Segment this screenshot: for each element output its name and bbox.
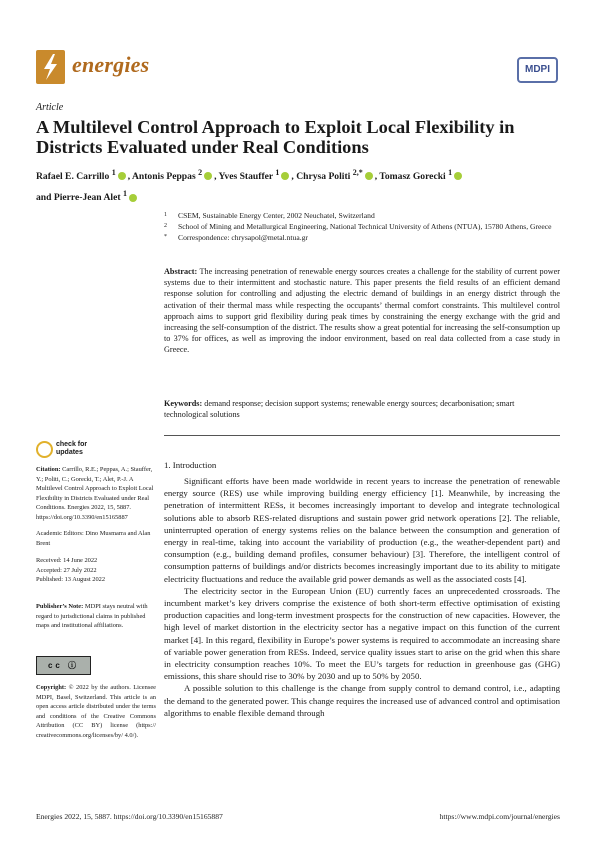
body-text (164, 475, 560, 719)
paper-title: A Multilevel Control Approach to Exploit Local Flexibility in Districts Evaluated under Real Conditions (36, 117, 515, 157)
author[interactable]: Chrysa Politi (296, 171, 351, 183)
author[interactable]: Yves Stauffer (218, 171, 273, 183)
publisher-note-text: MDPI stays neutral with regard to jurisdictional claims in published maps and institutional affiliations. (36, 603, 148, 630)
footer-citation[interactable]: Energies 2022, 15, 5887. https://doi.org/10.3390/en15165887 (36, 812, 223, 821)
check-updates-line: updates (56, 449, 83, 456)
journal-logo-icon (36, 50, 65, 84)
published-date: Published: 13 August 2022 (36, 576, 106, 584)
citation-block (36, 465, 156, 523)
dates-block (36, 556, 156, 585)
keywords (164, 398, 560, 420)
affiliation-text: School of Mining and Metallurgical Engineering, National Technical University of Athens (NTUA), 15780 Athens, Greece (178, 222, 552, 231)
article-type: Article (36, 102, 64, 113)
author[interactable]: Tomasz Gorecki (379, 171, 446, 183)
check-updates-line: check for (56, 441, 88, 448)
abstract-text: The increasing penetration of renewable energy sources creates a challenge for the stability of current power systems due to their intermittent and stochastic nature. This paper presents the field results of an efficient demand response solution for controlling and adjusting the electric demand of buildings in an energy district through the activation of their thermal mass while respecting the occupants’ thermal comfort constraints. This multilevel control approach aims to support grid flexibility during peak times by constraining the energy exchange with the grid and increasing the self-consumption of the district. The results show a great potential for increasing the self-consumption up to 37% for offices, as well as improving the indoor environment, based on real data collected from a case study in Greece. (164, 267, 560, 355)
orcid-icon[interactable] (204, 172, 212, 180)
author-affiliation-marker: 1 (111, 168, 116, 177)
affiliation-text: CSEM, Sustainable Energy Center, 2002 Neuchatel, Switzerland (178, 211, 375, 220)
author-affiliation-marker: 1 (448, 168, 453, 177)
affiliation-number: 2 (164, 223, 167, 229)
publisher-note (36, 602, 156, 631)
author-affiliation-marker: 2,* (352, 168, 363, 177)
paragraph: The electricity sector in the European Union (EU) currently faces an unprecedented crossroads. The incumbent market’s key drivers comprise the existence of both short-term effective optimisation of existing production capacities and long-term investment prospects for the construction of new capacities. However, the high level of market distortion in the electricity sector has a negative impact on this function of the current market [4]. In this regard, flexibility in Europe’s power systems is required to accommodate an increasing share of variable power generation from RESs. Indeed, service quality issues start to arise on the grid when this share in electricity consumption reaches 10%. To meet the EU’s targets for reduction in greenhouse gas (GHG) emissions, this share should rise to 30% by 2030 and up to 50% by 2050. (164, 585, 560, 682)
academic-editors: Academic Editors: Dino Musmarra and Alan Brent (36, 530, 151, 547)
affiliation-item (164, 221, 559, 232)
accepted-date: Accepted: 27 July 2022 (36, 566, 97, 574)
author[interactable]: Antonis Peppas (131, 171, 196, 183)
affiliations (164, 210, 559, 243)
abstract (164, 266, 560, 356)
citation-text[interactable]: Carrillo, R.E.; Peppas, A.; Stauffer, Y.; Politi, C.; Gorecki, T.; Alet, P.-J. A Multilevel Control Approach to Exploit Local Flexibility in Districts Evaluated under Real Conditions. Energies 2022, 15, 5887. https://doi.org/10.3390/en15165887 (36, 466, 154, 521)
affiliation-number: * (164, 234, 167, 240)
orcid-icon[interactable] (454, 172, 462, 180)
author-list: Rafael E. Carrillo $^1$ , Antonis Peppas $^2$ , Yves Stauffer $^1$ , Chrysa Politi $^{2,*}$ , Tomasz Gorecki $^1$ and Pierre-Jean Alet $^1$ (36, 164, 561, 206)
paragraph: Significant efforts have been made worldwide in recent years to increase the penetration of renewable energy source (RES) use while improving building energy efficiency [1]. Meanwhile, by increasing the penetration of intermittent RESs, it becomes increasingly important to develop and integrate technological solutions able to absorb RES-related disruptions and sustain power grid network operations [2]. The reliable, uninterrupted operation of energy systems relies on the balance between the consumption and generation of energy in real-time, taking into account the variability of production (e.g., the weather-dependent part) and consumption (e.g., building demand profiles, consumer behaviour) [3]. Therefore, the intelligent control of consumption patterns of buildings and/or districts becomes increasingly important due to its ability to mitigate electricity fluctuations and reduce the available grid power demands as well as the associated costs [4]. (164, 476, 560, 584)
orcid-icon[interactable] (281, 172, 289, 180)
copyright-text: © 2022 by the authors. Licensee MDPI, Basel, Switzerland. This article is an open access article distributed under the terms and conditions of the Creative Commons Attribution (CC BY) license (https:// creativecommons.org/licenses/by/ 4.0/). (36, 684, 156, 739)
section-heading: 1. Introduction (164, 460, 217, 470)
footer-journal-url[interactable]: https://www.mdpi.com/journal/energies (439, 812, 560, 821)
affiliation-number: 1 (164, 212, 167, 218)
cc-license-badge[interactable]: cc ⓘ (36, 656, 91, 675)
copyright-block (36, 683, 156, 741)
orcid-icon[interactable] (129, 194, 137, 202)
check-updates-icon (36, 441, 53, 458)
journal-name[interactable]: energies (72, 52, 150, 77)
orcid-icon[interactable] (365, 172, 373, 180)
author[interactable]: Rafael E. Carrillo (36, 171, 110, 183)
publisher-note-label: Publisher’s Note: (36, 603, 84, 610)
copyright-label: Copyright: (36, 684, 67, 691)
correspondence[interactable]: Correspondence: chrysapol@metal.ntua.gr (178, 233, 308, 242)
author-affiliation-marker: 1 (275, 168, 280, 177)
received-date: Received: 14 June 2022 (36, 557, 98, 564)
section-divider (164, 435, 560, 436)
orcid-icon[interactable] (118, 172, 126, 180)
author[interactable]: and Pierre-Jean Alet (36, 192, 121, 204)
keywords-label: Keywords: (164, 399, 203, 408)
affiliation-item (164, 210, 559, 221)
citation-label: Citation: (36, 466, 61, 473)
author-affiliation-marker: 2 (198, 168, 203, 177)
author-affiliation-marker: 1 (122, 189, 127, 199)
abstract-label: Abstract: (164, 267, 198, 276)
keywords-text: demand response; decision support systems; renewable energy sources; decarbonisation; smart technological solutions (164, 399, 515, 419)
publisher-logo[interactable]: MDPI (517, 57, 558, 83)
affiliation-item (164, 232, 559, 243)
paragraph: A possible solution to this challenge is the change from supply control to demand control, i.e., adapting the demand to the generated power. This change requires the increased use of advanced control and optimisation algorithms to enable flexible demand through (164, 683, 560, 718)
